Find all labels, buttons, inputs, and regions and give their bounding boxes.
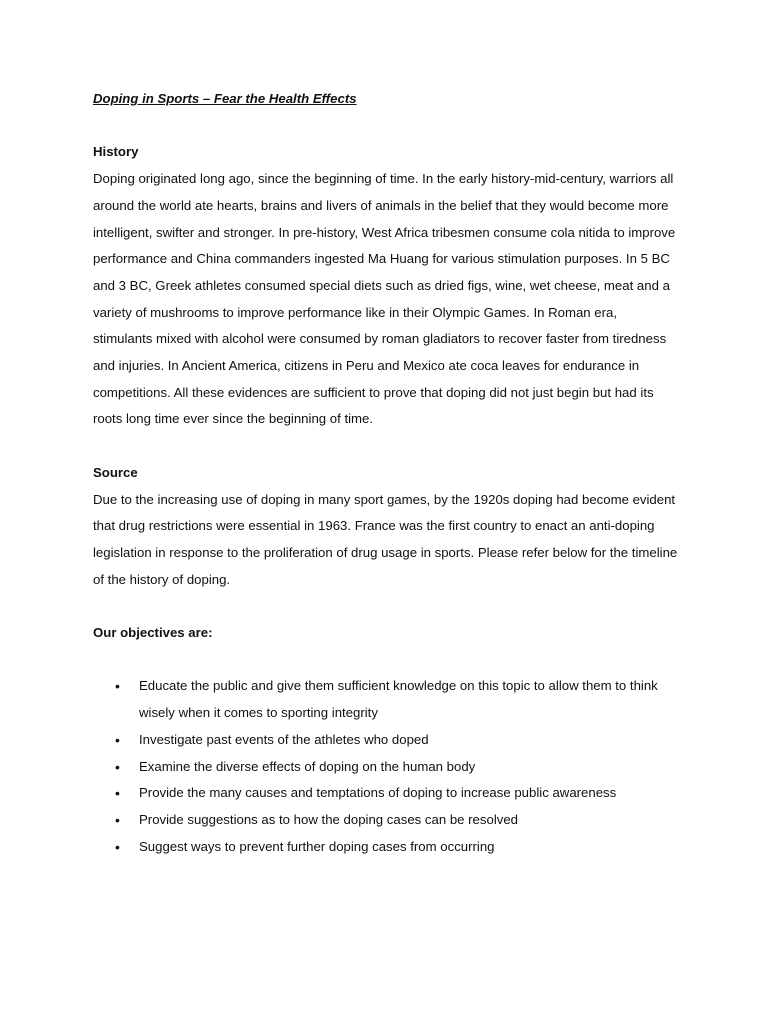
objectives-list xyxy=(93,673,678,860)
document-title: Doping in Sports – Fear the Health Effects xyxy=(93,91,357,106)
section-heading-history: History xyxy=(93,144,139,160)
objectives-heading: Our objectives are: xyxy=(93,625,213,641)
objective-text: Educate the public and give them sufficient knowledge on this topic to allow them to think wisely when it comes to sporting integrity xyxy=(139,678,658,721)
objective-text: Suggest ways to prevent further doping cases from occurring xyxy=(139,838,495,854)
section-source xyxy=(93,460,678,594)
history-paragraph: Doping originated long ago, since the beginning of time. In the early history-mid-century, warriors all around the world ate hearts, brains and livers of animals in the belief that they would become more intelligent, swifter and stronger. In pre-history, West Africa tribesmen consume cola nitida to improve performance and China commanders ingested Ma Huang for various stimulation purposes. In 5 BC and 3 BC, Greek athletes consumed special diets such as dried figs, wine, wet cheese, meat and a variety of mushrooms to improve performance like in their Olympic Games. In Roman era, stimulants mixed with alcohol were consumed by roman gladiators to recover faster from tiredness and injuries. In Ancient America, citizens in Peru and Mexico ate coca leaves for endurance in competitions. All these evidences are sufficient to prove that doping did not just begin but had its roots long time ever since the beginning of time. xyxy=(93,171,676,427)
list-item xyxy=(93,780,678,807)
objective-text: Provide the many causes and temptations of doping to increase public awareness xyxy=(139,785,617,801)
document-page xyxy=(93,86,678,860)
list-item xyxy=(93,807,678,834)
section-history xyxy=(93,139,678,433)
objective-text: Investigate past events of the athletes who doped xyxy=(139,731,429,747)
list-item xyxy=(93,834,678,861)
objective-text: Provide suggestions as to how the doping cases can be resolved xyxy=(139,811,519,827)
bullet-icon: • xyxy=(115,838,120,855)
bullet-icon: • xyxy=(115,758,120,775)
list-item xyxy=(93,727,678,754)
section-heading-source: Source xyxy=(93,464,138,480)
list-item xyxy=(93,673,678,726)
bullet-icon: • xyxy=(115,785,120,802)
bullet-icon: • xyxy=(115,811,120,828)
source-paragraph: Due to the increasing use of doping in many sport games, by the 1920s doping had become evident that drug restrictions were essential in 1963. France was the first country to enact an anti-doping legislation in response to the proliferation of drug usage in sports. Please refer below for the timeline of the history of doping. xyxy=(93,491,678,587)
list-item xyxy=(93,754,678,781)
bullet-icon: • xyxy=(115,731,120,748)
bullet-icon: • xyxy=(115,678,120,695)
objective-text: Examine the diverse effects of doping on the human body xyxy=(139,758,476,774)
